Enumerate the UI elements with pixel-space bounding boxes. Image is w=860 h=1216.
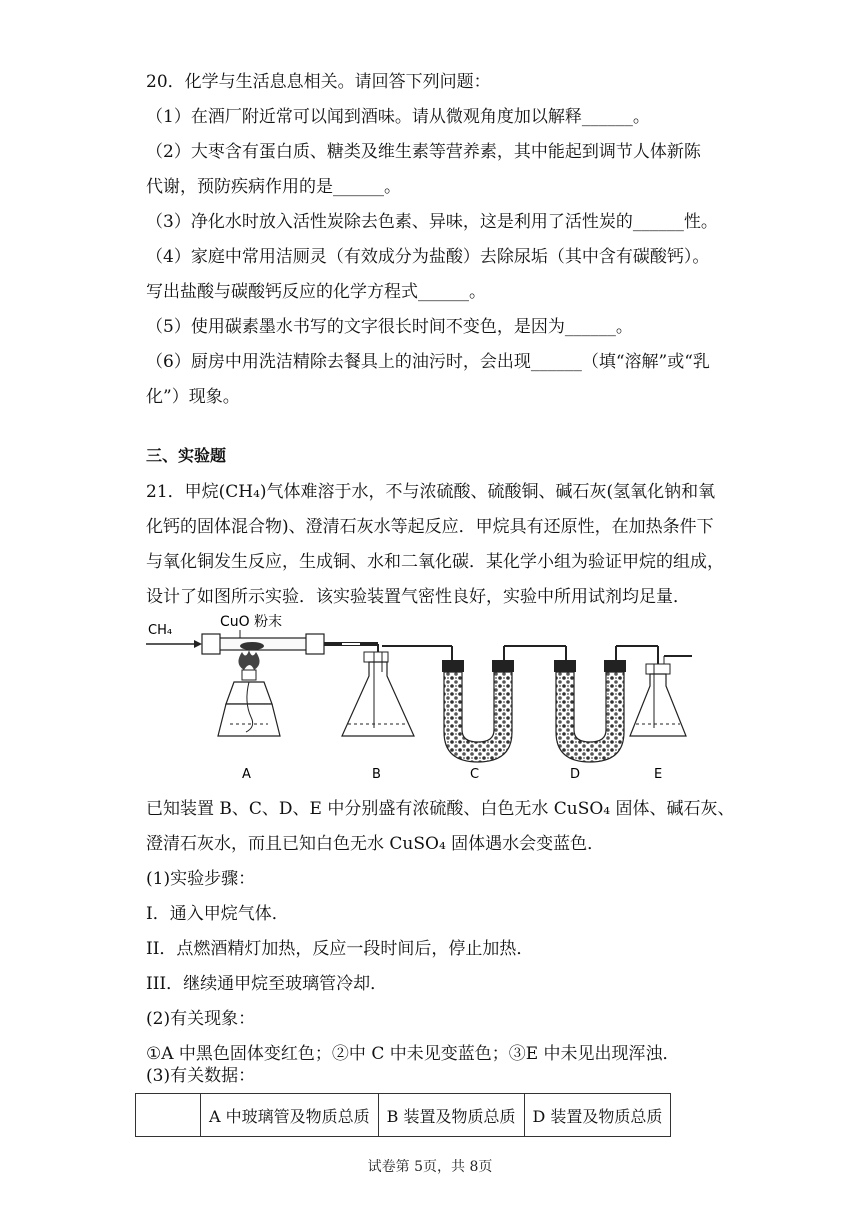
q20-line-7: （5）使用碳素墨水书写的文字很长时间不变色，是因为______。 [146,317,633,337]
data-table [135,1093,671,1137]
glass-tube-a [202,634,324,654]
q20-line-3: 代谢，预防疾病作用的是______。 [146,177,401,197]
q21-after-8: ①A 中黑色固体变红色；②中 C 中未见变蓝色；③E 中未见出现浑浊． [146,1044,680,1064]
q21-after-7: (2)有关现象： [146,1009,256,1029]
q20-line-6: 写出盐酸与碳酸钙反应的化学方程式______。 [146,282,486,302]
u-tube-d [554,660,626,762]
q21-after-1: 已知装置 B、C、D、E 中分别盛有浓硫酸、白色无水 CuSO₄ 固体、碱石灰、 [146,799,735,819]
q20-line-9: 化”）现象。 [146,387,240,407]
label-b: B [372,767,381,782]
q21-intro-2: 化钙的固体混合物)、澄清石灰水等起反应．甲烷具有还原性，在加热条件下 [146,517,714,537]
table-header-cell [136,1094,201,1137]
table-header-cell: B 装置及物质总质 [378,1094,524,1137]
label-a: A [242,767,251,782]
q21-after-2: 澄清石灰水，而且已知白色无水 CuSO₄ 固体遇水会变蓝色． [146,834,605,854]
label-d: D [570,767,581,782]
apparatus-figure [146,612,706,787]
q20-line-8: （6）厨房中用洗洁精除去餐具上的油污时，会出现______（填“溶解”或“乳 [146,352,710,372]
q20-line-4: （3）净化水时放入活性炭除去色素、异味，这是利用了活性炭的______性。 [146,212,718,232]
q21-intro-4: 设计了如图所示实验．该实验装置气密性良好，实验中所用试剂均足量． [146,587,690,607]
flask-b [342,652,414,736]
ch4-label: CH₄ [148,623,173,638]
apparatus-diagram [146,612,706,787]
flask-e [630,656,692,736]
q21-after-3: (1)实验步骤： [146,869,256,889]
q20-title: 20．化学与生活息息相关。请回答下列问题： [146,72,491,92]
q21-after-5: II．点燃酒精灯加热，反应一段时间后，停止加热． [146,939,534,959]
q21-intro-1: 21．甲烷(CH₄)气体难溶于水，不与浓硫酸、硫酸铜、碱石灰(氢氧化钠和氧 [146,482,716,502]
table-header-cell: A 中玻璃管及物质总质 [201,1094,379,1137]
q21-after-6: III．继续通甲烷至玻璃管冷却． [146,974,388,994]
table-header-row [136,1094,671,1137]
label-c: C [470,767,480,782]
section-heading: 三、实验题 [146,446,227,465]
table-header-cell: D 装置及物质总质 [524,1094,671,1137]
q21-intro-3: 与氧化铜发生反应，生成铜、水和二氧化碳．某化学小组为验证甲烷的组成， [146,552,724,572]
page-footer: 试卷第 5页，共 8页 [367,1159,493,1175]
alcohol-lamp [218,650,280,736]
q20-line-1: （1）在酒厂附近常可以闻到酒味。请从微观角度加以解释______。 [146,107,650,127]
u-tube-c [442,660,514,762]
q20-line-5: （4）家庭中常用洁厕灵（有效成分为盐酸）去除尿垢（其中含有碳酸钙）。 [146,247,710,267]
label-e: E [654,767,663,782]
q21-after-9: (3)有关数据： [146,1066,256,1086]
q20-line-2: （2）大枣含有蛋白质、糖类及维生素等营养素，其中能起到调节人体新陈 [146,142,701,162]
q21-after-4: I．通入甲烷气体． [146,904,289,924]
cuo-label: CuO 粉末 [220,614,283,630]
